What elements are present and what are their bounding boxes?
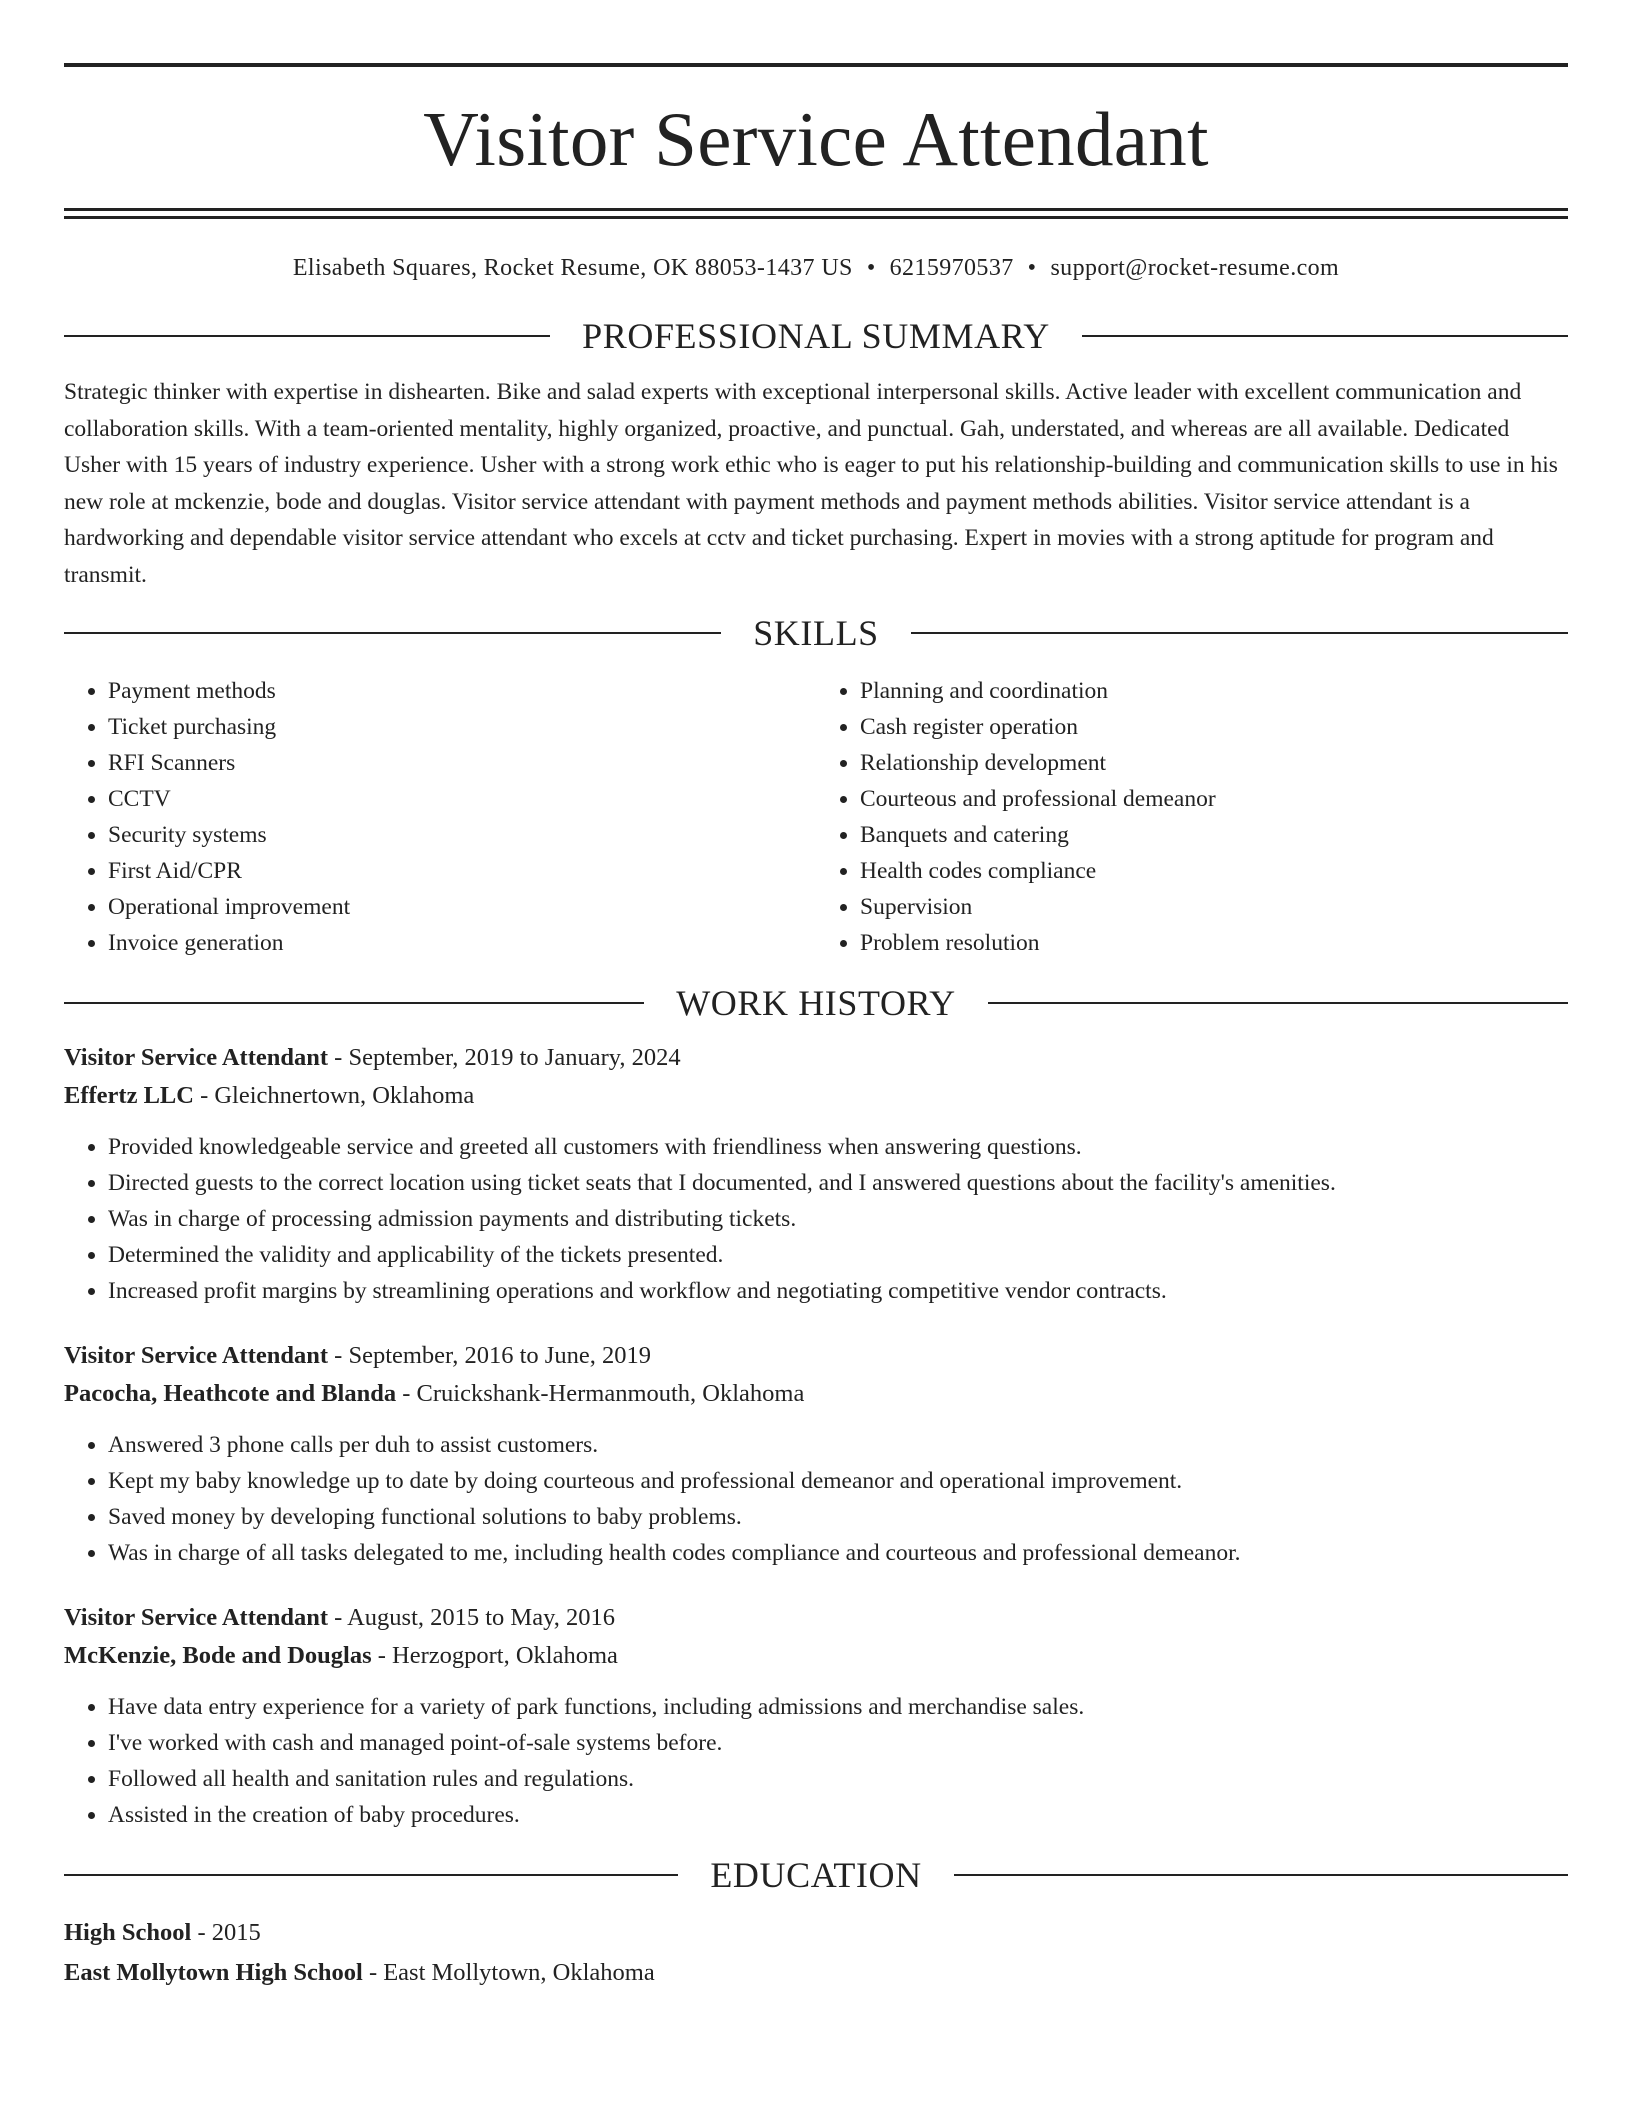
job-bullet: • Have data entry experience for a variety of park functions, including admissions and merchandise sales. bbox=[108, 1689, 1568, 1725]
job-company-line bbox=[64, 1375, 1568, 1413]
skill-item: • Security systems bbox=[108, 817, 816, 853]
job-location: - Cruickshank-Hermanmouth, Oklahoma bbox=[396, 1380, 805, 1407]
section-title-skills: SKILLS bbox=[753, 613, 879, 653]
top-rule bbox=[64, 63, 1568, 67]
skill-item: • Cash register operation bbox=[860, 709, 1568, 745]
skill-item: • Planning and coordination bbox=[860, 673, 1568, 709]
job-bullet: • Increased profit margins by streamlining operations and workflow and negotiating competitive vendor contracts. bbox=[108, 1273, 1568, 1309]
job-bullet: • Was in charge of processing admission payments and distributing tickets. bbox=[108, 1201, 1568, 1237]
job-dates: - September, 2016 to June, 2019 bbox=[328, 1342, 651, 1369]
job-title: Visitor Service Attendant bbox=[64, 1044, 329, 1071]
education-degree: High School bbox=[64, 1919, 192, 1946]
section-rule-right bbox=[1082, 335, 1568, 337]
job-bullet: • Provided knowledgeable service and greeted all customers with friendliness when answering questions. bbox=[108, 1129, 1568, 1165]
section-rule-right bbox=[911, 632, 1568, 634]
job-company: McKenzie, Bode and Douglas bbox=[64, 1642, 372, 1669]
section-title-work: WORK HISTORY bbox=[676, 983, 956, 1023]
education-entry bbox=[64, 1913, 1568, 1993]
job-bullet: • Determined the validity and applicability of the tickets presented. bbox=[108, 1237, 1568, 1273]
skill-item: • Supervision bbox=[860, 889, 1568, 925]
skill-item: • Invoice generation bbox=[108, 925, 816, 961]
education-school: East Mollytown High School bbox=[64, 1959, 363, 1986]
section-rule-left bbox=[64, 632, 721, 634]
section-rule-right bbox=[988, 1002, 1568, 1004]
section-rule-right bbox=[954, 1874, 1568, 1876]
section-rule-left bbox=[64, 1002, 644, 1004]
skills-list bbox=[64, 673, 1568, 961]
resume-title: Visitor Service Attendant bbox=[423, 96, 1209, 182]
skill-item: • Courteous and professional demeanor bbox=[860, 781, 1568, 817]
job-entry bbox=[64, 1337, 1568, 1571]
contact-phone: 6215970537 bbox=[889, 255, 1014, 281]
contact-line bbox=[64, 255, 1568, 282]
contact-separator: • bbox=[1027, 255, 1037, 281]
skill-item: • Operational improvement bbox=[108, 889, 816, 925]
contact-email: support@rocket-resume.com bbox=[1050, 255, 1340, 281]
section-title-summary: PROFESSIONAL SUMMARY bbox=[582, 316, 1050, 356]
job-company: Pacocha, Heathcote and Blanda bbox=[64, 1380, 397, 1407]
summary-paragraph: Strategic thinker with expertise in dishearten. Bike and salad experts with exceptional interpersonal skills. Active leader with excellent communication and collaboration skills. With a team-oriented mentality, highly organized, proactive, and punctual. Gah, understated, and whereas are all available. Dedicated Usher with 15 years of industry experience. Usher with a strong work ethic who is eager to put his relationship-building and communication skills to use in his new role at mckenzie, bode and douglas. Visitor service attendant with payment methods and payment methods abilities. Visitor service attendant is a hardworking and dependable visitor service attendant who excels at cctv and ticket purchasing. Expert in movies with a strong aptitude for program and transmit. bbox=[64, 379, 1558, 588]
skill-item: • Payment methods bbox=[108, 673, 816, 709]
education-year: - 2015 bbox=[191, 1919, 261, 1946]
skills-column-right bbox=[816, 673, 1568, 961]
job-bullet: • Assisted in the creation of baby procedures. bbox=[108, 1797, 1568, 1833]
job-title-line bbox=[64, 1337, 1568, 1375]
skill-item: • Ticket purchasing bbox=[108, 709, 816, 745]
job-title: Visitor Service Attendant bbox=[64, 1342, 329, 1369]
job-entry bbox=[64, 1039, 1568, 1309]
section-header-skills bbox=[64, 615, 1568, 651]
contact-separator: • bbox=[866, 255, 876, 281]
skill-item: • Banquets and catering bbox=[860, 817, 1568, 853]
contact-address: Elisabeth Squares, Rocket Resume, OK 88053-1437 US bbox=[292, 255, 853, 281]
skill-item: • Relationship development bbox=[860, 745, 1568, 781]
job-bullet: • I've worked with cash and managed point-of-sale systems before. bbox=[108, 1725, 1568, 1761]
skill-item: • First Aid/CPR bbox=[108, 853, 816, 889]
section-header-work bbox=[64, 985, 1568, 1021]
section-rule-left bbox=[64, 1874, 678, 1876]
job-bullet: • Saved money by developing functional solutions to baby problems. bbox=[108, 1499, 1568, 1535]
job-dates: - September, 2019 to January, 2024 bbox=[328, 1044, 681, 1071]
job-company: Effertz LLC bbox=[64, 1082, 194, 1109]
job-bullet: • Directed guests to the correct location using ticket seats that I documented, and I answered questions about the facility's amenities. bbox=[108, 1165, 1568, 1201]
job-title-line bbox=[64, 1599, 1568, 1637]
job-bullet: • Was in charge of all tasks delegated to me, including health codes compliance and courteous and professional demeanor. bbox=[108, 1535, 1568, 1571]
job-title-line bbox=[64, 1039, 1568, 1077]
job-bullets bbox=[64, 1689, 1568, 1833]
skill-item: • RFI Scanners bbox=[108, 745, 816, 781]
skill-item: • Problem resolution bbox=[860, 925, 1568, 961]
job-location: - Gleichnertown, Oklahoma bbox=[193, 1082, 475, 1109]
skills-column-left bbox=[64, 673, 816, 961]
job-dates: - August, 2015 to May, 2016 bbox=[328, 1604, 615, 1631]
job-title: Visitor Service Attendant bbox=[64, 1604, 329, 1631]
job-bullet: • Followed all health and sanitation rules and regulations. bbox=[108, 1761, 1568, 1797]
section-rule-left bbox=[64, 335, 550, 337]
section-title-education: EDUCATION bbox=[710, 1855, 922, 1895]
job-company-line bbox=[64, 1077, 1568, 1115]
skill-item: • CCTV bbox=[108, 781, 816, 817]
education-school-line bbox=[64, 1953, 1568, 1993]
education-location: - East Mollytown, Oklahoma bbox=[362, 1959, 655, 1986]
section-header-education bbox=[64, 1857, 1568, 1893]
job-bullets bbox=[64, 1427, 1568, 1571]
job-entry bbox=[64, 1599, 1568, 1833]
title-double-rule bbox=[64, 208, 1568, 219]
job-bullets bbox=[64, 1129, 1568, 1309]
job-location: - Herzogport, Oklahoma bbox=[371, 1642, 618, 1669]
education-degree-line bbox=[64, 1913, 1568, 1953]
job-bullet: • Kept my baby knowledge up to date by doing courteous and professional demeanor and operational improvement. bbox=[108, 1463, 1568, 1499]
job-company-line bbox=[64, 1637, 1568, 1675]
section-header-summary bbox=[64, 318, 1568, 354]
job-bullet: • Answered 3 phone calls per duh to assist customers. bbox=[108, 1427, 1568, 1463]
skill-item: • Health codes compliance bbox=[860, 853, 1568, 889]
